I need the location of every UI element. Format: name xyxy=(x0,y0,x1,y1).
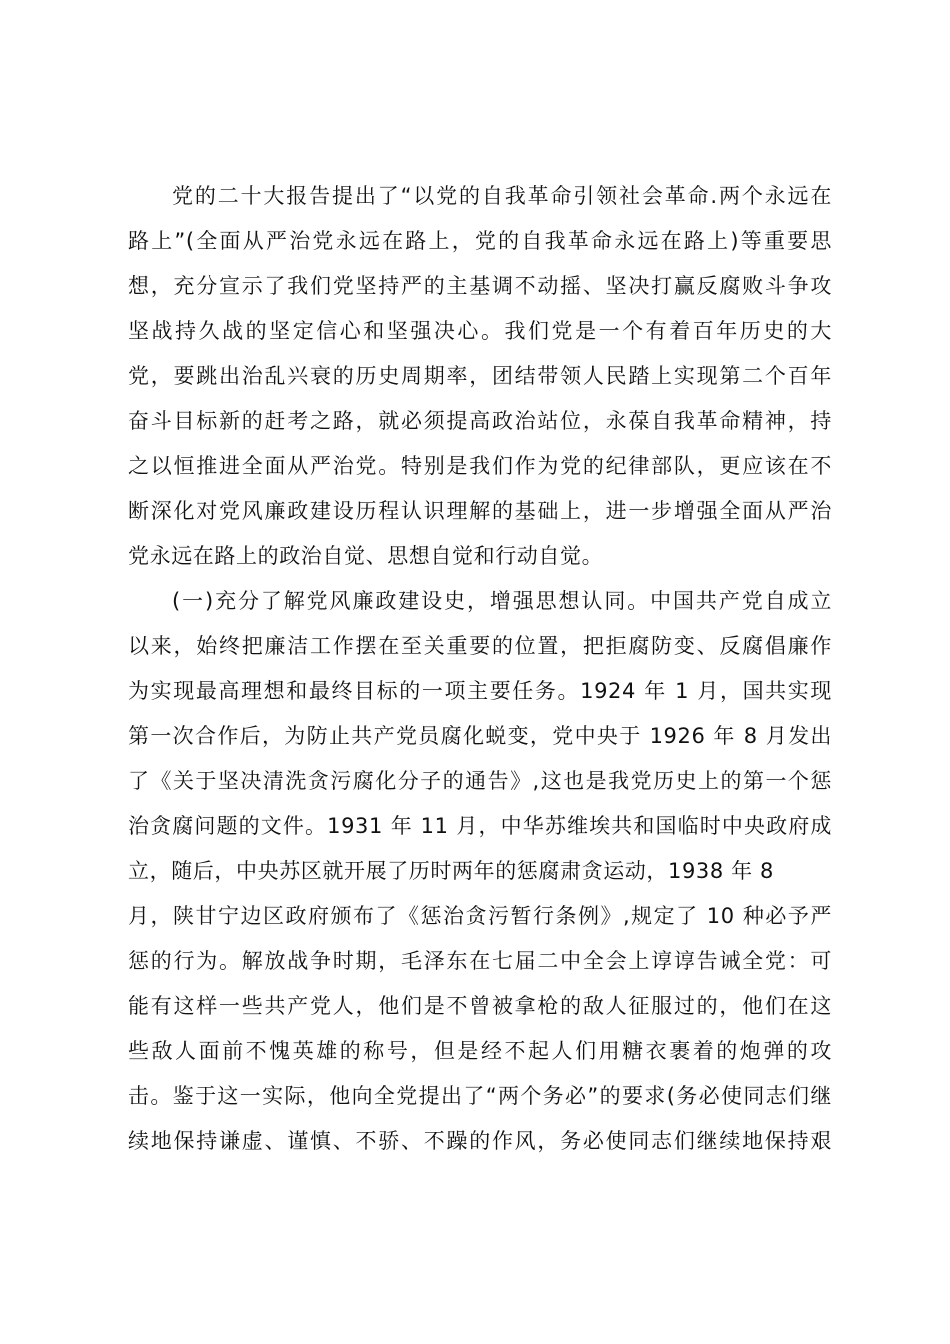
text-line: 些敌人面前不愧英雄的称号，但是经不起人们用糖衣裹着的炮弹的攻 xyxy=(128,1039,832,1063)
text-line: 之以恒推进全面从严治党。特别是我们作为党的纪律部队，更应该在不 xyxy=(128,454,832,478)
text-line: 党，要跳出治乱兴衰的历史周期率，团结带领人民踏上实现第二个百年 xyxy=(128,364,832,388)
text-line: 想，充分宣示了我们党坚持严的主基调不动摇、坚决打赢反腐败斗争攻 xyxy=(128,274,832,298)
text-line: 第一次合作后，为防止共产党员腐化蜕变，党中央于 1926 年 8 月发出 xyxy=(128,724,832,748)
text-line: 党的二十大报告提出了“以党的自我革命引领社会革命.两个永远在 xyxy=(172,184,832,208)
text-line: 坚战持久战的坚定信心和坚强决心。我们党是一个有着百年历史的大 xyxy=(128,319,832,343)
text-line: 奋斗目标新的赶考之路，就必须提高政治站位，永葆自我革命精神，持 xyxy=(128,409,832,433)
text-line: 了《关于坚决清洗贪污腐化分子的通告》,这也是我党历史上的第一个惩 xyxy=(128,769,832,793)
text-line: (一)充分了解党风廉政建设史，增强思想认同。中国共产党自成立 xyxy=(172,589,832,613)
text-line: 治贪腐问题的文件。1931 年 11 月，中华苏维埃共和国临时中央政府成 xyxy=(128,814,832,838)
text-line: 惩的行为。解放战争时期，毛泽东在七届二中全会上谆谆告诫全党：可 xyxy=(128,949,832,973)
text-line: 以来，始终把廉洁工作摆在至关重要的位置，把拒腐防变、反腐倡廉作 xyxy=(128,634,832,658)
text-line: 月，陕甘宁边区政府颁布了《惩治贪污暂行条例》,规定了 10 种必予严 xyxy=(128,904,832,928)
text-line: 断深化对党风廉政建设历程认识理解的基础上，进一步增强全面从严治 xyxy=(128,499,832,523)
text-line: 立，随后，中央苏区就开展了历时两年的惩腐肃贪运动，1938 年 8 xyxy=(128,859,774,883)
text-line: 为实现最高理想和最终目标的一项主要任务。1924 年 1 月，国共实现 xyxy=(128,679,832,703)
text-line: 路上”(全面从严治党永远在路上，党的自我革命永远在路上)等重要思 xyxy=(128,229,832,253)
text-line: 击。鉴于这一实际，他向全党提出了“两个务必”的要求(务必使同志们继 xyxy=(128,1084,832,1108)
document-body xyxy=(128,174,832,1164)
text-line: 能有这样一些共产党人，他们是不曾被拿枪的敌人征服过的，他们在这 xyxy=(128,994,832,1018)
text-line: 续地保持谦虚、谨慎、不骄、不躁的作风，务必使同志们继续地保持艰 xyxy=(128,1129,832,1153)
text-line: 党永远在路上的政治自觉、思想自觉和行动自觉。 xyxy=(128,544,604,568)
